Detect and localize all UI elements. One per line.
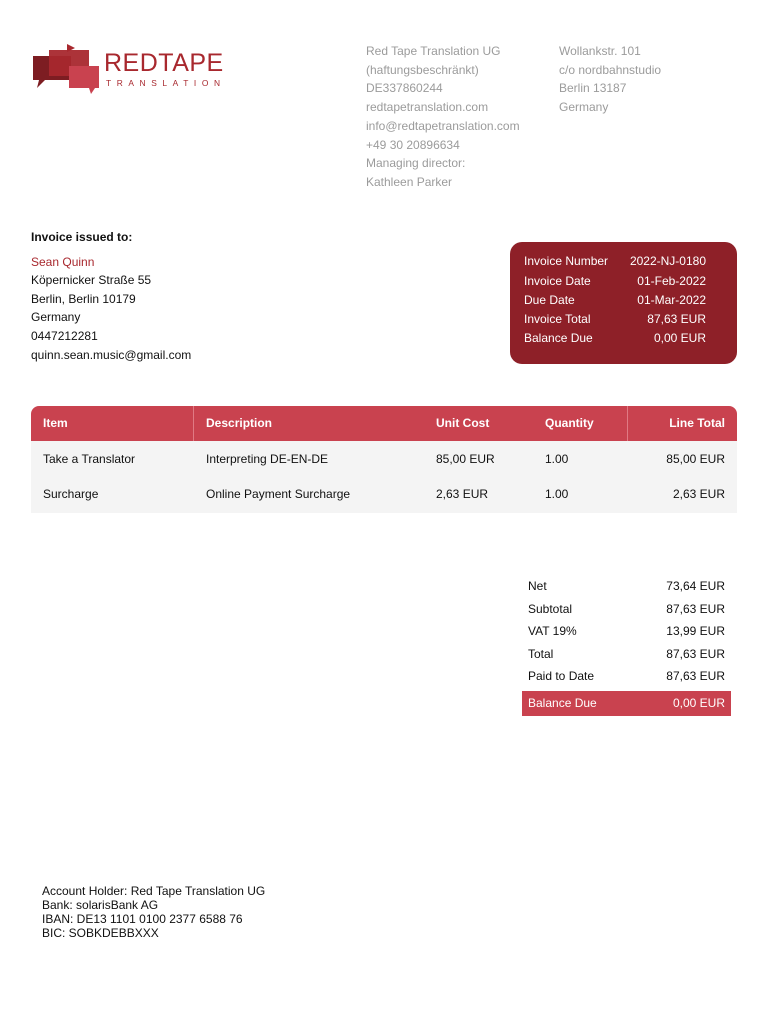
client-phone: 0447212281 — [31, 328, 98, 343]
summary-value: 0,00 EUR — [653, 331, 706, 345]
summary-label: Invoice Number — [524, 254, 609, 268]
table-body — [31, 441, 737, 513]
totals-value: 87,63 EUR — [666, 601, 725, 616]
client-name: Sean Quinn — [31, 254, 95, 269]
cell-item: Surcharge — [43, 487, 99, 501]
client-street: Köpernicker Straße 55 — [31, 273, 152, 288]
invoice-summary-box — [510, 242, 737, 364]
totals-label: Net — [528, 579, 547, 593]
table-header — [31, 406, 737, 441]
bill-to-block — [31, 228, 191, 364]
company-director-label: Managing director: — [366, 156, 466, 171]
company-city: Berlin 13187 — [559, 81, 627, 96]
totals-value: 73,64 EUR — [666, 579, 725, 593]
summary-value: 2022-NJ-0180 — [629, 254, 706, 268]
summary-row — [524, 274, 706, 293]
bill-to-heading: Invoice issued to: — [31, 230, 133, 244]
summary-row — [524, 293, 706, 312]
totals-row — [522, 665, 731, 688]
company-co: c/o nordbahnstudio — [559, 62, 662, 77]
cell-line-total: 85,00 EUR — [666, 452, 725, 466]
company-details — [366, 42, 520, 192]
company-country: Germany — [559, 100, 609, 115]
company-street: Wollankstr. 101 — [559, 44, 641, 58]
column-header-unit-cost: Unit Cost — [436, 416, 490, 430]
bank-account-holder: Account Holder: Red Tape Translation UG — [42, 884, 266, 898]
summary-label: Invoice Total — [524, 312, 591, 326]
company-name: Red Tape Translation UG — [366, 44, 501, 58]
column-divider — [627, 406, 628, 441]
bank-iban: IBAN: DE13 1101 0100 2377 6588 76 — [42, 912, 243, 926]
column-header-line-total: Line Total — [669, 416, 725, 430]
totals-label: Total — [528, 646, 554, 661]
table-row — [31, 441, 737, 477]
totals-value: 87,63 EUR — [666, 669, 725, 683]
bank-bic: BIC: SOBKDEBBXXX — [42, 926, 159, 940]
summary-row — [524, 254, 706, 273]
company-website: redtapetranslation.com — [366, 100, 489, 115]
totals-value: 13,99 EUR — [666, 624, 725, 638]
table-row — [31, 476, 737, 512]
column-divider — [193, 406, 194, 441]
column-header-quantity: Quantity — [545, 416, 594, 430]
balance-due-label: Balance Due — [528, 696, 597, 710]
column-header-description: Description — [206, 416, 273, 430]
logo-sub-text: TRANSLATION — [106, 78, 226, 88]
bank-details — [42, 884, 265, 940]
totals-label: Subtotal — [528, 601, 573, 616]
company-legal-form: (haftungsbeschränkt) — [366, 62, 479, 77]
summary-row — [524, 312, 706, 331]
summary-value: 01-Feb-2022 — [637, 273, 706, 288]
line-items-table — [31, 406, 737, 513]
cell-quantity: 1.00 — [545, 487, 569, 501]
cell-line-total: 2,63 EUR — [672, 487, 725, 501]
balance-due-row — [522, 691, 731, 716]
summary-value: 87,63 EUR — [647, 312, 706, 326]
column-header-item: Item — [43, 416, 68, 430]
company-director-name: Kathleen Parker — [366, 174, 453, 189]
cell-description: Online Payment Surcharge — [206, 487, 351, 501]
summary-value: 01-Mar-2022 — [637, 293, 706, 307]
totals-row — [522, 620, 731, 643]
company-phone: +49 30 20896634 — [366, 137, 460, 152]
cell-quantity: 1.00 — [545, 452, 569, 466]
balance-due-value: 0,00 EUR — [672, 696, 725, 710]
summary-label: Invoice Date — [524, 273, 591, 288]
company-email: info@redtapetranslation.com — [366, 118, 520, 133]
company-logo — [31, 42, 241, 96]
cell-unit-cost: 2,63 EUR — [436, 487, 489, 501]
client-city: Berlin, Berlin 10179 — [31, 291, 136, 306]
client-email: quinn.sean.music@gmail.com — [31, 347, 192, 362]
totals-row — [522, 575, 731, 598]
totals-row — [522, 598, 731, 621]
summary-label: Due Date — [524, 293, 575, 307]
totals-value: 87,63 EUR — [666, 646, 725, 661]
speech-bubbles-icon — [31, 42, 103, 96]
cell-unit-cost: 85,00 EUR — [436, 452, 495, 466]
summary-label: Balance Due — [524, 331, 593, 345]
totals-label: VAT 19% — [528, 624, 577, 638]
totals-block — [522, 575, 731, 710]
summary-row — [524, 331, 706, 350]
totals-label: Paid to Date — [528, 669, 595, 683]
company-address — [559, 42, 661, 117]
cell-item: Take a Translator — [43, 452, 136, 466]
company-vat-id: DE337860244 — [366, 81, 443, 96]
bank-name: Bank: solarisBank AG — [42, 898, 159, 912]
logo-brand-text: REDTAPE — [104, 49, 224, 77]
client-country: Germany — [31, 310, 81, 325]
cell-description: Interpreting DE-EN-DE — [206, 452, 329, 466]
totals-row — [522, 643, 731, 666]
